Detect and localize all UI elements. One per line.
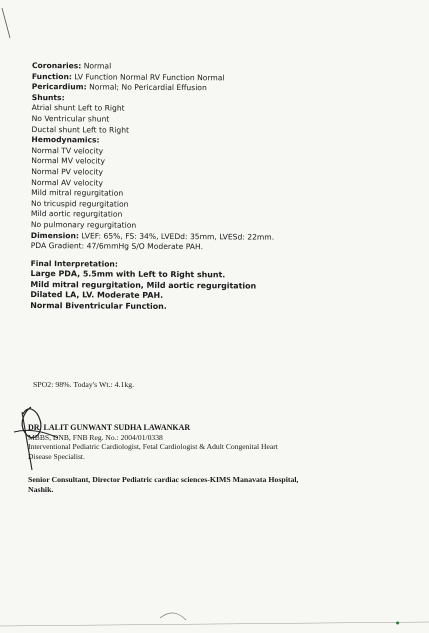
coronaries-label: Coronaries: xyxy=(31,61,82,71)
shunt-line: No Ventricular shunt xyxy=(31,113,110,124)
coronaries-value: Normal xyxy=(83,61,112,71)
final-line: Mild mitral regurgitation, Mild aortic regurgitation xyxy=(30,279,257,291)
shunt-line: Atrial shunt Left to Right xyxy=(31,103,125,114)
hemodynamics-line: Normal PV velocity xyxy=(31,166,104,177)
final-line: Normal Biventricular Function. xyxy=(30,301,167,312)
scanner-logo-icon: ● xyxy=(396,620,400,625)
affiliation-line: Nashik. xyxy=(28,485,54,494)
affiliation-line: Senior Consultant, Director Pediatric cardiac sciences-KIMS Manavata Hospital, xyxy=(28,475,299,484)
pericardium-label: Pericardium: xyxy=(31,82,87,92)
doctor-specialty: Disease Specialist. xyxy=(28,451,85,461)
pericardium-value: Normal; No Pericardial Effusion xyxy=(89,82,207,93)
hemodynamics-line: Mild aortic regurgitation xyxy=(30,209,123,219)
function-label: Function: xyxy=(31,71,72,81)
shunts-heading: Shunts: xyxy=(31,92,65,103)
hemodynamics-line: Normal TV velocity xyxy=(31,145,104,156)
final-line: Large PDA, 5.5mm with Left to Right shunt. xyxy=(30,269,226,280)
echo-report xyxy=(30,61,402,314)
affiliation xyxy=(28,475,408,495)
doctor-specialty: Interventional Pediatric Cardiologist, Fetal Cardiologist & Adult Congenital Heart xyxy=(28,442,278,452)
function-value: LV Function Normal RV Function Normal xyxy=(74,71,225,82)
spo2-weight: SPO2: 98%. Today's Wt.: 4.1kg. xyxy=(33,380,135,389)
shunt-line: Ductal shunt Left to Right xyxy=(31,124,130,135)
pda-gradient: PDA Gradient: 47/6mmHg S/O Moderate PAH. xyxy=(30,241,204,252)
hemodynamics-line: Normal AV velocity xyxy=(31,177,104,188)
hemodynamics-line: No pulmonary regurgitation xyxy=(30,219,137,230)
doctor-degrees: MBBS, DNB, FNB Reg. No.: 2004/01/0338 xyxy=(28,432,163,442)
hemodynamics-line: Mild mitral regurgitation xyxy=(31,188,124,198)
hemodynamics-line: Normal MV velocity xyxy=(31,156,106,166)
hemodynamics-line: No tricuspid regurgitation xyxy=(30,198,129,209)
dimension-label: Dimension: xyxy=(30,230,79,240)
final-interpretation-heading: Final Interpretation: xyxy=(30,258,118,269)
doctor-name: DR. LALIT GUNWANT SUDHA LAWANKAR xyxy=(28,423,191,432)
hemodynamics-heading: Hemodynamics: xyxy=(31,135,100,145)
dimension-value: LVEF: 65%, FS: 34%, LVEDd: 35mm, LVESd: 22mm. xyxy=(81,230,275,242)
doctor-block xyxy=(28,423,408,461)
final-line: Dilated LA, LV. Moderate PAH. xyxy=(30,290,164,301)
